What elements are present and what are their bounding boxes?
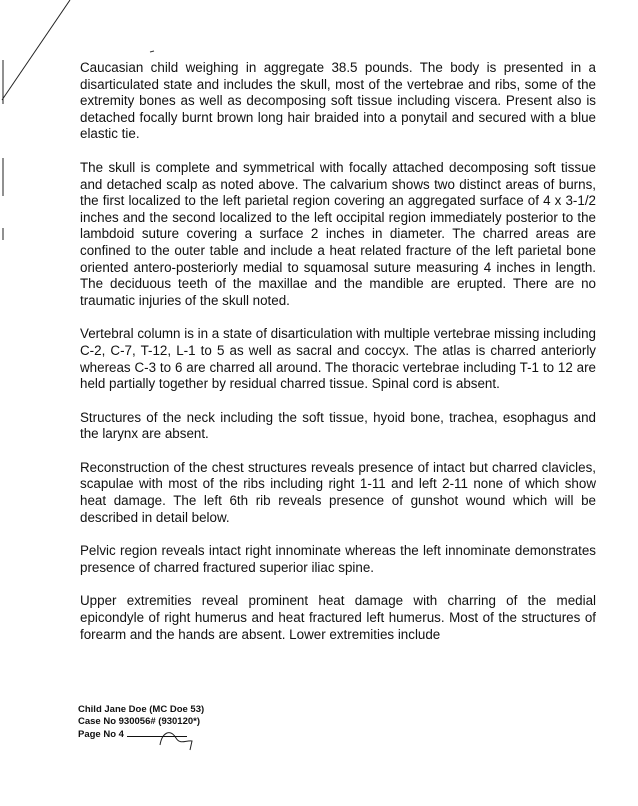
speck-mark — [150, 51, 154, 52]
diagonal-margin-line — [2, 0, 70, 100]
footer-page-number: Page No 4 — [78, 729, 124, 740]
page-footer — [78, 704, 204, 741]
paragraph-skull: The skull is complete and symmetrical with focally attached decomposing soft tissue and detached scalp as noted above. The calvarium shows two distinct areas of burns, the first localized to the left parietal region covering an aggregated surface of 4 x 3-1/2 inches and the second localized to the left occipital region immediately posterior to the lambdoid suture covering a surface 2 inches in diameter. The charred areas are confined to the outer table and include a heat related fracture of the left parietal bone oriented antero-posteriorly medial to squamosal suture measuring 4 inches in length. The deciduous teeth of the maxillae and the mandible are erupted. There are no traumatic injuries of the skull noted. — [80, 159, 596, 308]
paragraph-neck: Structures of the neck including the soft tissue, hyoid bone, trachea, esophagus and the larynx are absent. — [80, 409, 596, 442]
paragraph-extremities: Upper extremities reveal prominent heat damage with charring of the medial epicondyle of right humerus and heat fractured left humerus. Most of the structures of forearm and the hands are absent. Lower extremities include — [80, 593, 596, 642]
paragraph-chest: Reconstruction of the chest structures reveals presence of intact but charred clavicles, scapulae with most of the ribs including right 1-11 and left 2-11 none of which show heat damage. The left 6th rib reveals presence of gunshot wound which will be described in detail below. — [80, 459, 596, 525]
footer-case-name: Child Jane Doe (MC Doe 53) — [78, 704, 205, 715]
report-body — [80, 60, 596, 660]
paragraph-pelvis: Pelvic region reveals intact right innominate whereas the left innominate demonstrates presence of charred fractured superior iliac spine. — [80, 543, 596, 575]
paragraph-general: Caucasian child weighing in aggregate 38.5 pounds. The body is presented in a disarticulated state and includes the skull, most of the vertebrae and ribs, some of the extremity bones as well as decomposing soft tissue including viscera. Present also is detached focally burnt brown long hair braided into a ponytail and secured with a blue elastic tie. — [80, 60, 596, 142]
signature-rule — [127, 728, 187, 737]
footer-case-number: Case No 930056# (930120*) — [78, 716, 201, 727]
footer-page-line — [78, 728, 204, 741]
paragraph-vertebral-column: Vertebral column is in a state of disarticulation with multiple vertebrae missing including C-2, C-7, T-12, L-1 to 5 as well as sacral and coccyx. The atlas is charred anteriorly whereas C-3 to 6 are charred all around. The thoracic vertebrae including T-1 to 12 are held partially together by residual charred tissue. Spinal cord is absent. — [80, 326, 596, 392]
